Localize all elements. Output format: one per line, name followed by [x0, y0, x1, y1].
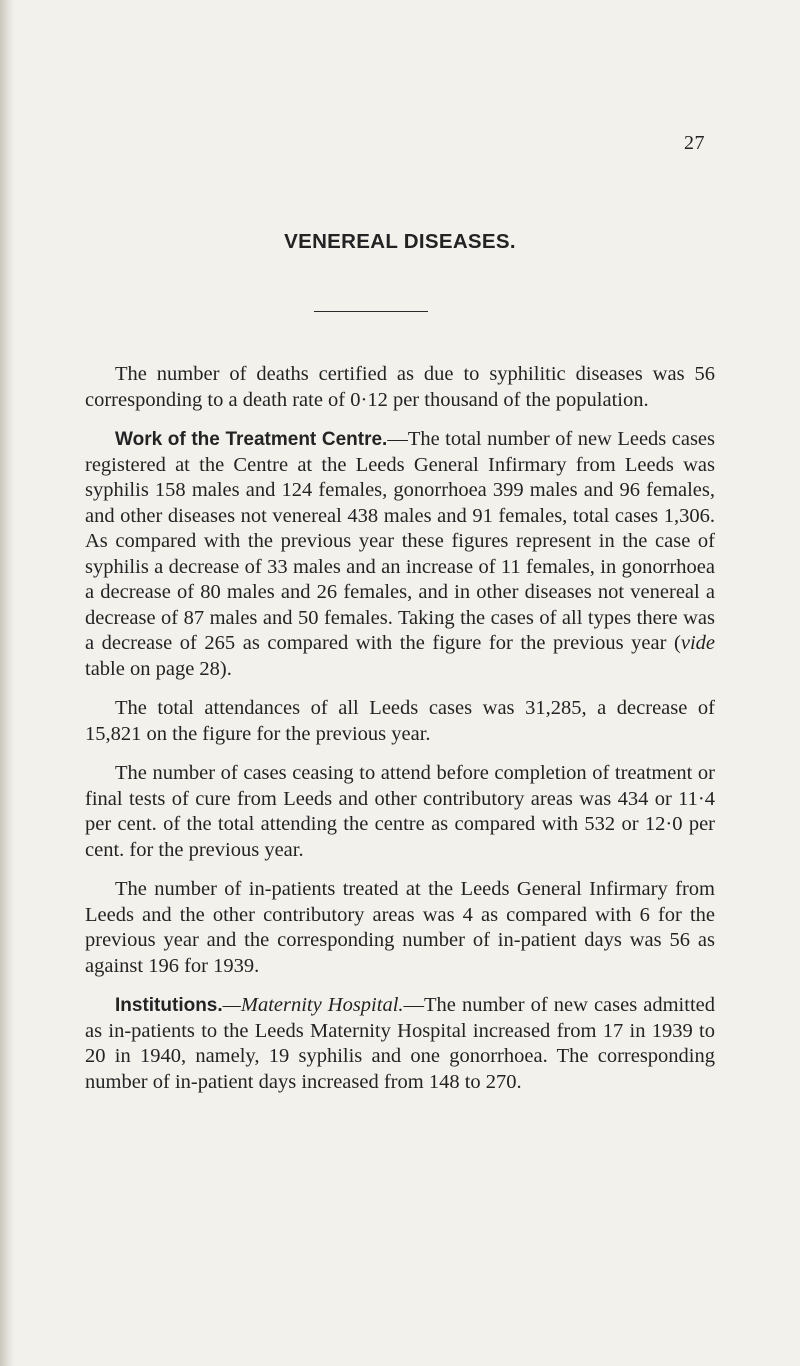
section-heading-treatment-centre: Work of the Treatment Centre. — [115, 429, 388, 450]
vide-reference: vide — [680, 632, 715, 654]
page-gutter-shadow — [0, 0, 14, 1366]
paragraph-institutions — [85, 993, 715, 1095]
paragraph-treatment-centre-tail: table on page 28). — [85, 657, 232, 680]
page-number: 27 — [684, 132, 705, 154]
paragraph-cases-ceasing: The number of cases ceasing to attend before completion of treatment or final tests of cure from Leeds and other contributory areas was 434 or 11·4 per cent. of the total attending the centre as compared with 532 or 12·0 per cent. for the previous year. — [85, 762, 715, 861]
paragraph-treatment-centre-body: —The total number of new Leeds cases registered at the Centre at the Leeds General Infirmary from Leeds was syphilis 158 males and 124 females, gonorrhoea 399 males and 96 females, and other diseases not venereal 438 males and 91 females, total cases 1,306. As compared with the previous year these figures represent in the case of syphilis a decrease of 33 males and an increase of 11 females, in gonorrhoea a decrease of 80 males and 26 females, and in other diseases not venereal a decrease of 87 males and 50 females. Taking the cases of all types there was a decrease of 265 as compared with the figure for the previous year ( — [85, 428, 715, 654]
paragraph-institutions-body: —The number of new cases admitted as in-patients to the Leeds Maternity Hospital increased from 17 in 1939 to 20 in 1940, namely, 19 syphilis and one gonorrhoea. The corresponding number of in-patient days increased from 148 to 270. — [85, 994, 715, 1093]
title-divider — [314, 311, 428, 312]
paragraph-treatment-centre — [85, 427, 715, 682]
subheading-maternity-hospital: —Maternity Hospital. — [222, 994, 404, 1016]
document-body — [85, 362, 715, 1109]
page-title: VENEREAL DISEASES. — [284, 230, 516, 253]
paragraph-deaths: The number of deaths certified as due to syphilitic diseases was 56 corresponding to a death rate of 0·12 per thousand of the population. — [85, 363, 715, 411]
section-heading-institutions: Institutions. — [115, 995, 223, 1016]
paragraph-attendances: The total attendances of all Leeds cases was 31,285, a decrease of 15,821 on the figure for the previous year. — [85, 697, 715, 745]
paragraph-in-patients: The number of in-patients treated at the Leeds General Infirmary from Leeds and the other contributory areas was 4 as compared with 6 for the previous year and the corresponding number of in-patient days was 56 as against 196 for 1939. — [85, 878, 715, 977]
